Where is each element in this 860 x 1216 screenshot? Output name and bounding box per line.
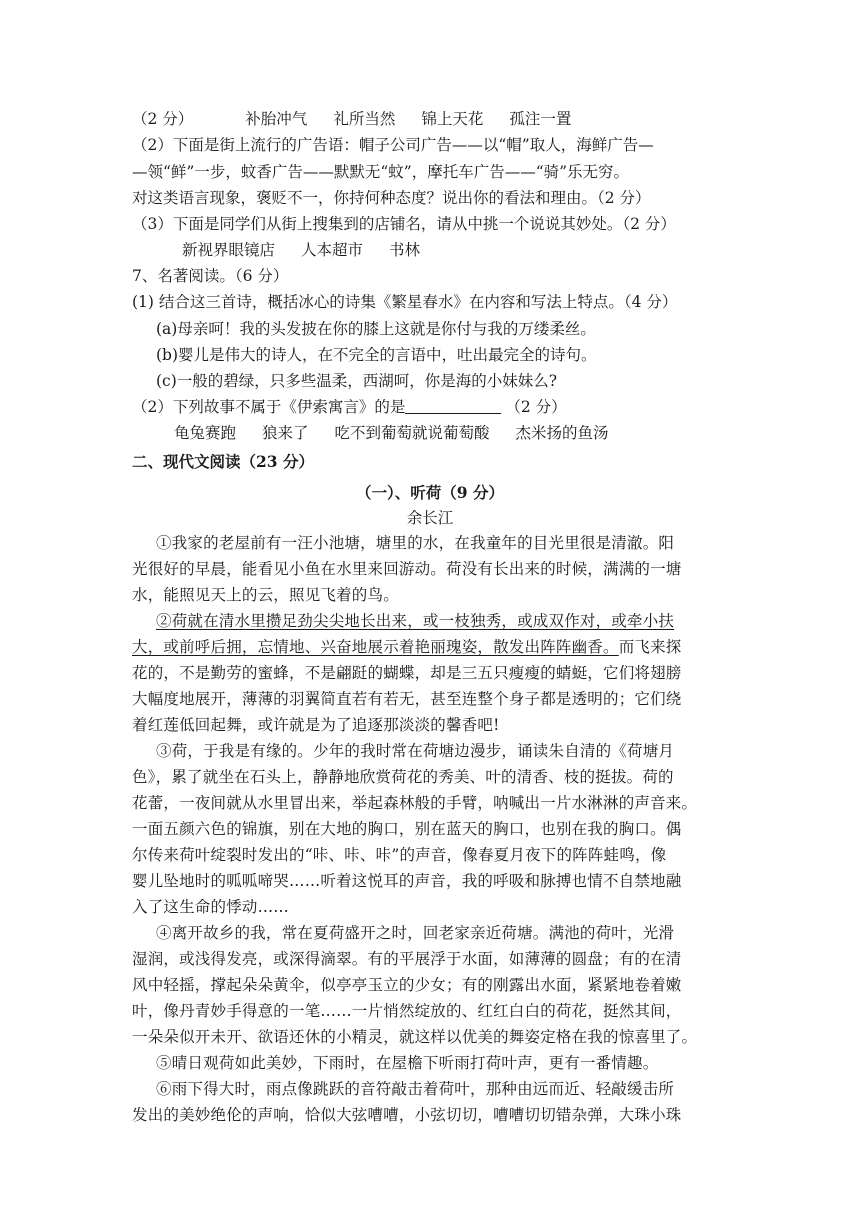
- paragraph-line: 光很好的早晨，能看见小鱼在水里来回游动。荷没有长出来的时候，满满的一塘: [132, 560, 682, 578]
- paragraph-line: 叶，像丹青妙手得意的一笔……一片悄然绽放的、红红白白的荷花，挺然其间，: [132, 1002, 682, 1020]
- text: （2 分）: [505, 398, 567, 416]
- text: （2）下列故事不属于《伊索寓言》的是: [132, 398, 406, 416]
- paragraph-line: ⑥雨下得大时，雨点像跳跃的音符敲击着荷叶，那种由远而近、轻敲缓击所: [156, 1080, 675, 1098]
- underlined-sentence: 大，或前呼后拥，忘情地、兴奋地展示着艳丽瑰姿，散发出阵阵幽香。: [132, 638, 619, 656]
- paragraph-line: 婴儿坠地时的呱呱啼哭……听着这悦耳的声音，我的呼吸和脉搏也情不自禁地融: [132, 872, 682, 890]
- option-text: 杰米扬的鱼汤: [515, 424, 609, 442]
- poem-line: (b)婴儿是伟大的诗人，在不完全的言语中，吐出最完全的诗句。: [156, 346, 597, 364]
- option-text: 新视界眼镜店: [182, 241, 276, 259]
- article-title: （一）、听荷（9 分）: [356, 483, 504, 502]
- q7-2-line: [132, 397, 567, 417]
- paragraph-line: 入了这生命的悸动……: [132, 898, 290, 916]
- section-heading: 二、现代文阅读（23 分）: [132, 452, 314, 471]
- poem-line: (c)一般的碧绿，只多些温柔，西湖呵，你是海的小妹妹么?: [156, 372, 558, 390]
- option-text: 礼所当然: [333, 110, 396, 128]
- text-line: 对这类语言现象，褒贬不一，你持何种态度？说出你的看法和理由。（2 分）: [132, 189, 651, 207]
- paragraph-line: 花的，不是勤劳的蜜蜂，不是翩跹的蝴蝶，却是三五只瘦瘦的蜻蜓，它们将翅膀: [132, 664, 682, 682]
- paragraph-line: 大幅度地展开，薄薄的羽翼简直若有若无，甚至连整个身子都是透明的；它们绕: [132, 690, 682, 708]
- paragraph-line: 湿润，或浅得发亮，或深得滴翠。有的平展浮于水面，如薄薄的圆盘；有的在清: [132, 950, 682, 968]
- paragraph-line: ⑤晴日观荷如此美妙，下雨时，在屋檐下听雨打荷叶声，更有一番情趣。: [156, 1054, 659, 1072]
- text-line: （3）下面是同学们从街上搜集到的店铺名，请从中挑一个说说其妙处。（2 分）: [132, 215, 676, 233]
- option-text: 书林: [389, 241, 421, 259]
- paragraph-line: [132, 637, 682, 657]
- poem-line: (a)母亲呵！我的头发披在你的膝上这就是你付与我的万缕柔丝。: [156, 320, 596, 338]
- option-text: 锦上天花: [421, 110, 484, 128]
- text-line: —领“鲜”一步，蚊香广告——默默无“蚊”，摩托车广告——“骑”乐无穷。: [132, 163, 630, 181]
- paragraph-line: 尔传来荷叶绽裂时发出的“咔、咔、咔”的声音，像春夏月夜下的阵阵蛙鸣，像: [132, 846, 667, 864]
- text: 而飞来探: [618, 638, 682, 656]
- paragraph-line: ③荷，于我是有缘的。少年的我时常在荷塘边漫步，诵读朱自清的《荷塘月: [156, 742, 675, 760]
- q6-3-options: [182, 240, 420, 260]
- option-text: 狼来了: [262, 424, 309, 442]
- article-author: 余长江: [406, 509, 454, 527]
- q6-1-line: [132, 109, 571, 129]
- text-line: （2）下面是街上流行的广告语：帽子公司广告——以“帽”取人，海鲜广告—: [132, 136, 654, 154]
- option-text: 人本超市: [301, 241, 364, 259]
- text-line: (1) 结合这三首诗，概括冰心的诗集《繁星春水》在内容和写法上特点。（4 分）: [132, 293, 678, 311]
- paragraph-line: 一面五颜六色的锦旗，别在大地的胸口，别在蓝天的胸口，也别在我的胸口。偶: [132, 820, 682, 838]
- paragraph-line: 风中轻摇，撑起朵朵黄伞，似亭亭玉立的少女；有的刚露出水面，紧紧地卷着嫩: [132, 976, 682, 994]
- option-text: 龟兔赛跑: [174, 424, 237, 442]
- option-text: 补胎冲气: [245, 110, 308, 128]
- paragraph-line: ④离开故乡的我，常在夏荷盛开之时，回老家亲近荷塘。满池的荷叶，光滑: [156, 924, 675, 942]
- paragraph-line: 发出的美妙绝伦的声响，恰似大弦嘈嘈，小弦切切，嘈嘈切切错杂弹，大珠小珠: [132, 1106, 682, 1124]
- option-text: 孤注一置: [509, 110, 572, 128]
- paragraph-line: 一朵朵似开未开、欲语还休的小精灵，就这样以优美的舞姿定格在我的惊喜里了。: [132, 1028, 698, 1046]
- option-text: 吃不到葡萄就说葡萄酸: [334, 424, 490, 442]
- paragraph-line: ①我家的老屋前有一汪小池塘，塘里的水，在我童年的目光里很是清澈。阳: [156, 534, 675, 552]
- q7-2-options: [174, 423, 609, 443]
- q6-1-score: （2 分）: [132, 110, 194, 128]
- paragraph-line: 水，能照见天上的云，照见飞着的鸟。: [132, 586, 399, 604]
- answer-blank[interactable]: [405, 399, 501, 414]
- question-title: 7、名著阅读。（6 分）: [132, 267, 289, 285]
- paragraph-line: 色》，累了就坐在石头上，静静地欣赏荷花的秀美、叶的清香、枝的挺拔。荷的: [132, 768, 674, 786]
- paragraph-line: 花蕾，一夜间就从水里冒出来，举起森林般的手臂，呐喊出一片水淋淋的声音来。: [132, 794, 698, 812]
- paragraph-line: 着红莲低回起舞，或许就是为了追逐那淡淡的馨香吧!: [132, 716, 500, 734]
- underlined-sentence: ②荷就在清水里攒足劲尖尖地长出来，或一枝独秀，或成双作对，或牵小扶: [156, 612, 675, 630]
